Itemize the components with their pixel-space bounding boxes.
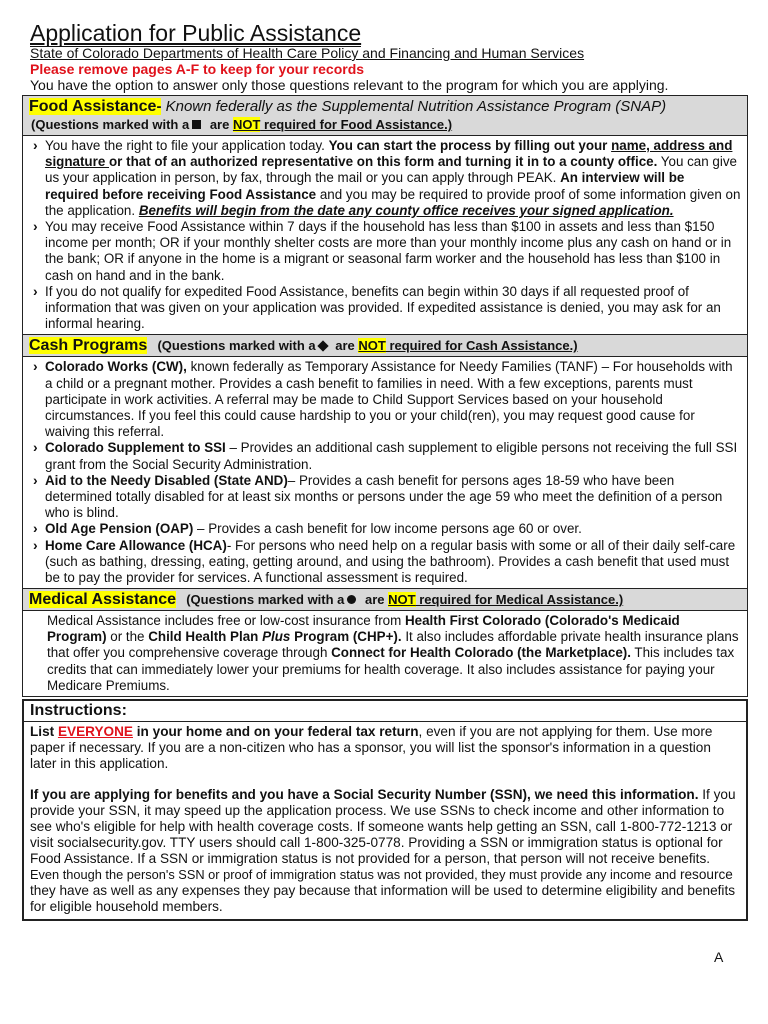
square-marker-icon xyxy=(192,120,201,129)
food-assistance-section xyxy=(22,95,748,335)
remove-pages-note: Please remove pages A-F to keep for your records xyxy=(30,61,365,77)
instructions-section xyxy=(22,699,748,921)
application-page xyxy=(22,0,748,1024)
cash-programs-list xyxy=(23,357,747,588)
cash-required-note: (Questions marked with a are NOT required for Cash Assistance.) xyxy=(157,338,578,354)
option-note: You have the option to answer only those questions relevant to the program for which you are applying. xyxy=(30,77,669,93)
circle-marker-icon xyxy=(347,595,356,604)
medical-assistance-heading: Medical Assistance xyxy=(29,591,177,609)
list-item: › Colorado Supplement to SSI – Provides an additional cash supplement to eligible persons not receiving the full SSI grant from the Social Security Administration. xyxy=(45,440,741,472)
department-subtitle: State of Colorado Departments of Health Care Policy and Financing and Human Services xyxy=(30,45,585,61)
list-item: › Old Age Pension (OAP) – Provides a cash benefit for low income persons age 60 or over. xyxy=(45,521,741,537)
cash-programs-heading: Cash Programs xyxy=(29,337,148,355)
snap-note: Known federally as the Supplemental Nutrition Assistance Program (SNAP) xyxy=(161,98,667,115)
medical-description: Medical Assistance includes free or low-cost insurance from Health First Colorado (Colorado's Medicaid Program) or the Child Health Plan Plus Program (CHP+). It also includes affordable private health insurance plans that offer you comprehensive coverage through Connect for Health Colorado (the Marketplace). This includes tax credits that can immediately lower your premiums for health coverage. It also includes assistance for paying your Medicare Premiums. xyxy=(47,613,739,693)
ssn-paragraph: If you are applying for benefits and you have a Social Security Number (SSN), we need this information. If you provide your SSN, it may speed up the application process. We use SSNs to check income and other information to see who's eligible for help with health coverage costs. If someone wants help getting an SSN, call 1-800-772-1213 or visit socialsecurity.gov. TTY users should call 1-800-325-0778. Providing a SSN or immigration status is optional for Food Assistance. If a SSN or immigration status is not provided for a person, that person will not receive benefits. Even though the person's SSN or proof of immigration status was not provided, they must provide any income and resource they have as well as any expenses they pay because that information will be used to determine eligibility and benefits for eligible household members. xyxy=(30,786,736,914)
cash-programs-header xyxy=(23,335,747,357)
list-item: › You may receive Food Assistance within 7 days if the household has less than $100 in assets and less than $150 income per month; OR if your monthly shelter costs are more than your monthly income plus any cash on hand or in the bank; OR if anyone in the home is a migrant or seasonal farm worker and the household has less than $100 in cash on hand and in the bank. xyxy=(45,219,741,284)
instructions-heading: Instructions: xyxy=(24,701,746,722)
list-item: › Aid to the Needy Disabled (State AND)– Provides a cash benefit for persons ages 18-59 who have been determined totally disabled for at least six months or persons under the age 59 who meet the definition of a person who is blind. xyxy=(45,473,741,522)
list-item: › You have the right to file your application today. You can start the process by filling out your name, address and signature or that of an authorized representative on this form and turning it in to a county office. You can give us your application in person, by fax, through the mail or you can apply through PEAK. An interview will be required before receiving Food Assistance and you may be required to provide proof of some information given on the application. Benefits will begin from the date any county office receives your signed application. xyxy=(45,138,741,219)
cash-programs-section xyxy=(22,335,748,589)
instructions-body xyxy=(24,722,746,919)
medical-assistance-section xyxy=(22,589,748,696)
food-assistance-heading: Food Assistance xyxy=(29,98,157,115)
medical-assistance-header xyxy=(23,589,747,611)
medical-required-note: (Questions marked with a are NOT required for Medical Assistance.) xyxy=(186,592,624,608)
header xyxy=(22,0,748,93)
list-item: › If you do not qualify for expedited Food Assistance, benefits can begin within 30 days if all requested proof of information that was given on your application was provided. If expedited assistance is denied, you may ask for an informal hearing. xyxy=(45,284,741,333)
list-item: › Home Care Allowance (HCA)- For persons who need help on a regular basis with some or all of their daily self-care (such as bathing, dressing, eating, getting around, and using the bathroom). Provides a cash benefit that used must be to pay the provider for services. A functional assessment is required. xyxy=(45,538,741,587)
list-everyone-paragraph: List EVERYONE in your home and on your federal tax return, even if you are not applying for them. Use more paper if necessary. If you are a non-citizen who has a sponsor, you will list the sponsor's information in a question later in this application. xyxy=(30,723,713,771)
food-required-note: (Questions marked with a are NOT required for Food Assistance.) xyxy=(31,117,453,132)
food-assistance-header: Food Assistance- Known federally as the Supplemental Nutrition Assistance Program (SNAP) (Questions marked with a are NOT required for Food Assistance.) xyxy=(23,96,747,135)
list-item: › Colorado Works (CW), known federally as Temporary Assistance for Needy Families (TANF) – For households with a child or a pregnant mother. Provides a cash benefit to families in need. With a few exceptions, parents must participate in work activities. A referral may be made to Child Support Services based on your household circumstances. If you feel this could cause hardship to you or your child(ren), you may request good cause for waiving this referral. xyxy=(45,359,741,440)
diamond-marker-icon xyxy=(317,340,328,351)
page-letter: A xyxy=(714,949,724,965)
food-assistance-list xyxy=(23,135,747,334)
page-title: Application for Public Assistance xyxy=(30,20,362,46)
